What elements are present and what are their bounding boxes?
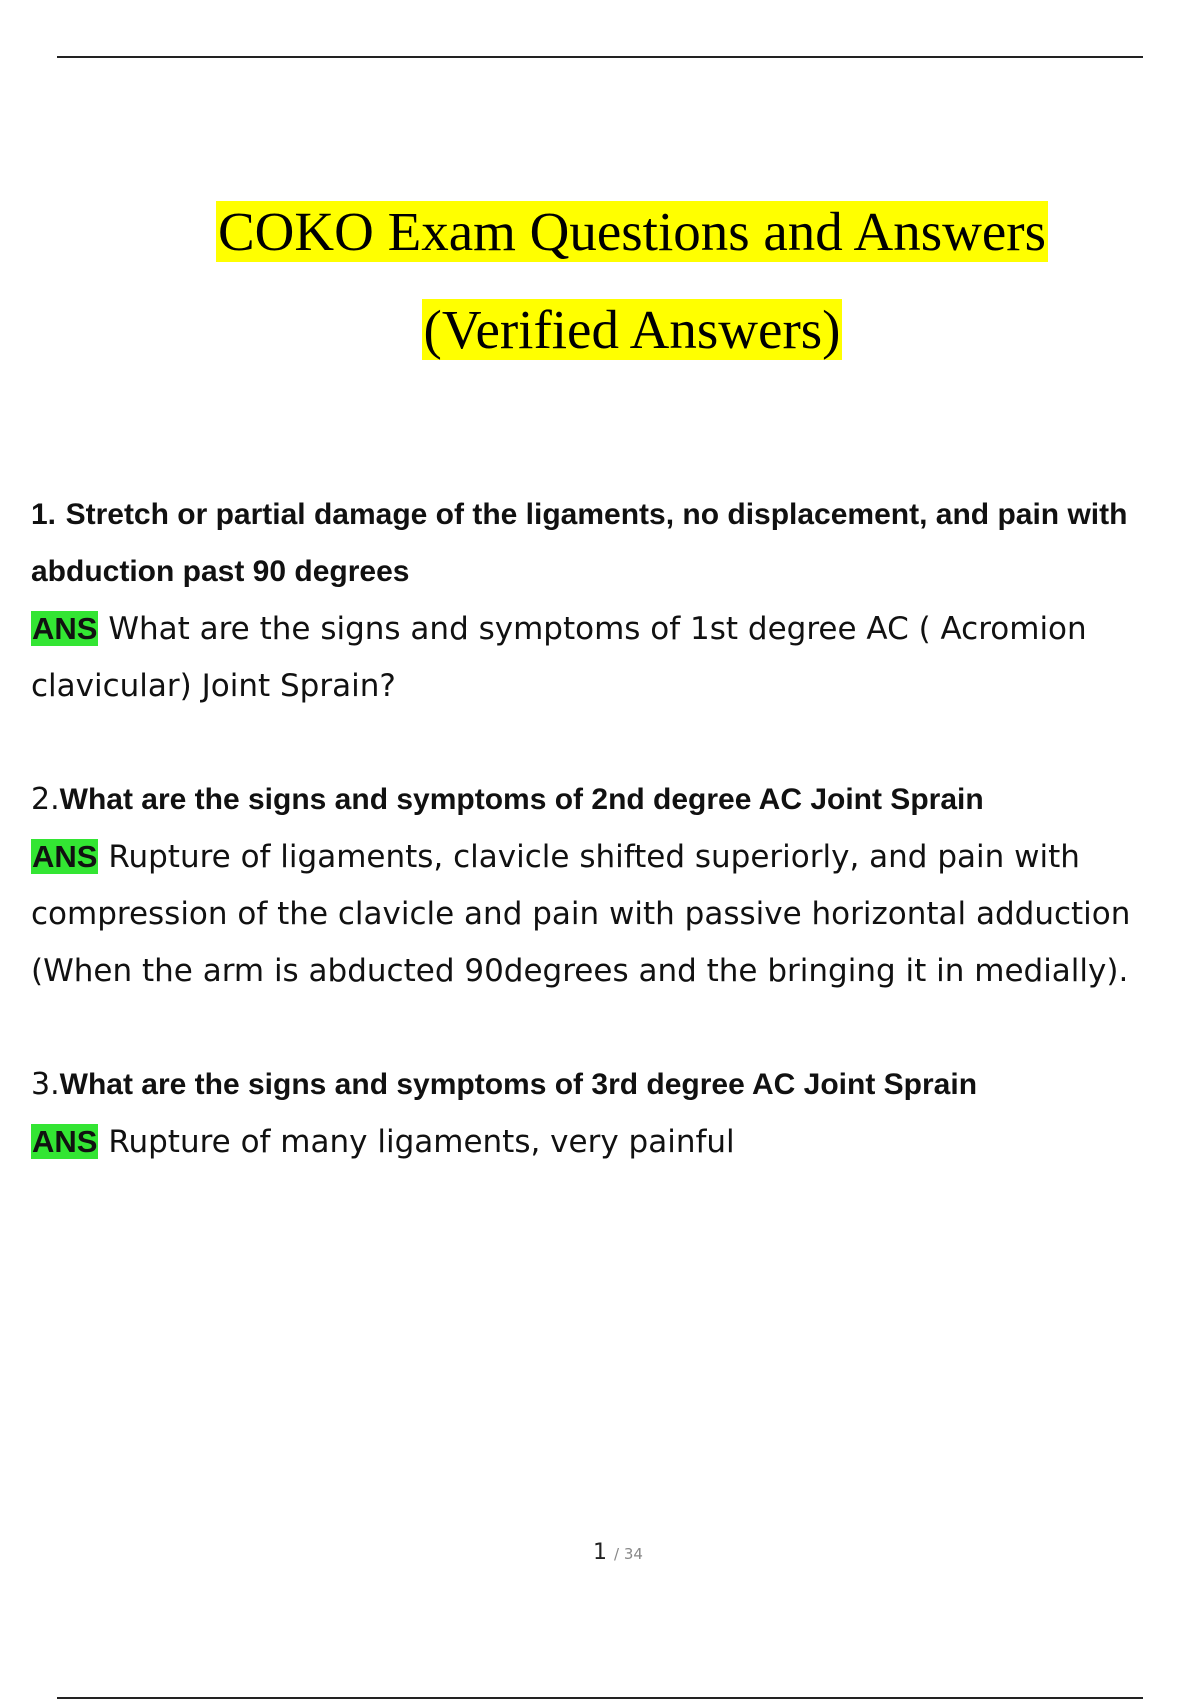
title-highlight-2: (Verified Answers) xyxy=(423,299,841,360)
ans-badge: ANS xyxy=(32,611,98,646)
document-title xyxy=(0,183,1200,379)
question-1 xyxy=(31,486,1200,600)
title-highlight-1: COKO Exam Questions and Answers xyxy=(218,201,1046,262)
title-line-2 xyxy=(0,281,1200,379)
question-text: What are the signs and symptoms of 2nd degree AC Joint Sprain xyxy=(59,783,984,816)
qa-list xyxy=(31,486,1200,1227)
qa-item-3 xyxy=(31,1056,1200,1171)
question-number: 1. xyxy=(31,498,57,531)
total-pages: / 34 xyxy=(614,1545,643,1563)
answer-1 xyxy=(31,600,1191,715)
question-number: 3. xyxy=(31,1067,60,1102)
answer-text: What are the signs and symptoms of 1st degree AC ( Acromion clavicular) Joint Sprain? xyxy=(31,611,1087,704)
question-3 xyxy=(31,1056,1200,1113)
page-indicator xyxy=(0,1540,1200,1565)
ans-badge: ANS xyxy=(32,1124,98,1159)
current-page-number: 1 xyxy=(593,1540,608,1565)
top-divider xyxy=(57,56,1143,58)
question-text-line-1: Stretch or partial damage of the ligaments, no displacement, and pain with xyxy=(65,498,1128,531)
qa-item-1 xyxy=(31,486,1200,715)
answer-3 xyxy=(31,1113,1191,1171)
question-text-line-2: abduction past 90 degrees xyxy=(31,555,410,588)
answer-text: Rupture of many ligaments, very painful xyxy=(108,1124,735,1160)
qa-item-2 xyxy=(31,771,1200,1000)
question-2 xyxy=(31,771,1200,828)
bottom-divider xyxy=(57,1697,1143,1699)
answer-text: Rupture of ligaments, clavicle shifted superiorly, and pain with compression of the clavicle and pain with passive horizontal adduction (When the arm is abducted 90degrees and the bringing it in medially). xyxy=(31,839,1131,989)
ans-badge: ANS xyxy=(32,839,98,874)
question-number: 2. xyxy=(31,782,60,817)
question-text: What are the signs and symptoms of 3rd degree AC Joint Sprain xyxy=(59,1068,978,1101)
answer-2 xyxy=(31,828,1191,1000)
title-line-1 xyxy=(0,183,1200,281)
